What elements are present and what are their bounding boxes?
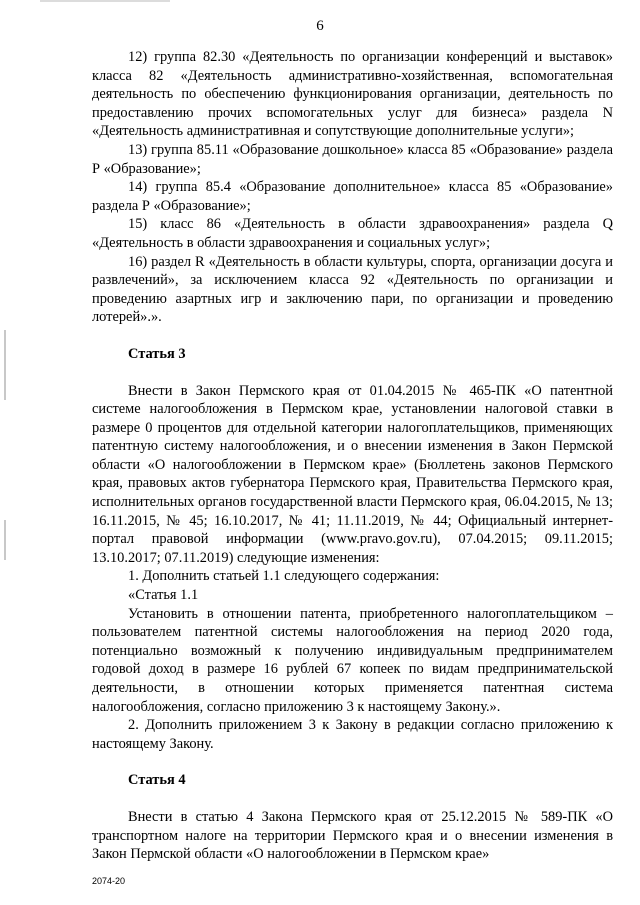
list-item-13: 13) группа 85.11 «Образование дошкольное» класса 85 «Образование» раздела Р «Образование»; bbox=[92, 141, 613, 177]
article-4-intro: Внести в статью 4 Закона Пермского края от 25.12.2015 № 589-ПК «О транспортном налоге на территории Пермского края и о внесении изменения в Закон Пермской области «О налогообложении в Пермском крае» bbox=[92, 808, 613, 863]
article-3-intro: Внести в Закон Пермского края от 01.04.2015 № 465-ПК «О патентной системе налогообложения в Пермском крае, установлении налоговой ставки в размере 0 процентов для отдельной категории налогоплательщиков, применяющих патентную систему налогообложения, и о внесении изменения в Закон Пермской области «О налогообложении в Пермском крае» (Бюллетень законов Пермского края, правовых актов губернатора Пермского края, Правительства Пермского края, исполнительных органов государственной власти Пермского края, 06.04.2015, № 13; 16.11.2015, № 45; 16.10.2017, № 41; 11.11.2019, № 44; Официальный интернет-портал правовой информации (www.pravo.gov.ru), 07.04.2015; 09.11.2015; 13.10.2017; 07.11.2019) следующие изменения: bbox=[92, 382, 613, 566]
article-3-quote-body: Установить в отношении патента, приобретенного налогоплательщиком – пользователем патентной системы налогообложения на период 2020 года, потенциально возможный к получению индивидуальным предпринимателем годовой доход в размере 16 рублей 67 копеек по видам предпринимательской деятельности, в отношении которых применяется патентная система налогообложения, согласно приложению 3 к настоящему Закону.». bbox=[92, 605, 613, 715]
article-3-quote-title: «Статья 1.1 bbox=[128, 587, 199, 604]
scan-edge-mark bbox=[4, 520, 6, 560]
scan-edge-mark bbox=[4, 330, 6, 400]
article-3-heading: Статья 3 bbox=[128, 345, 186, 362]
list-item-14: 14) группа 85.4 «Образование дополнительное» класса 85 «Образование» раздела Р «Образование»; bbox=[92, 179, 613, 214]
document-code: 2074-20 bbox=[92, 876, 126, 886]
page-number: 6 bbox=[316, 18, 324, 34]
article-3-item-2: 2. Дополнить приложением 3 к Закону в редакции согласно приложению к настоящему Закону. bbox=[92, 717, 613, 752]
article-4-heading: Статья 4 bbox=[128, 772, 186, 789]
list-item-12: 12) группа 82.30 «Деятельность по организации конференций и выставок» класса 82 «Деятельность административно-хозяйственная, вспомогательная деятельность по обеспечению функционирования организации, деятельность по предоставлению прочих вспомогательных услуг для бизнеса» раздела N «Деятельность административная и сопутствующие дополнительные услуги»; bbox=[92, 49, 613, 140]
list-item-15: 15) класс 86 «Деятельность в области здравоохранения» раздела Q «Деятельность в области здравоохранения и социальных услуг»; bbox=[92, 216, 613, 251]
scan-artifact-line bbox=[40, 0, 170, 2]
list-item-16: 16) раздел R «Деятельность в области культуры, спорта, организации досуга и развлечений», за исключением класса 92 «Деятельность по организации и проведению азартных игр и заключению пари, по организации и проведению лотерей».». bbox=[92, 253, 613, 326]
document-body bbox=[92, 48, 613, 864]
article-3-item-1: 1. Дополнить статьей 1.1 следующего содержания: bbox=[128, 568, 440, 585]
